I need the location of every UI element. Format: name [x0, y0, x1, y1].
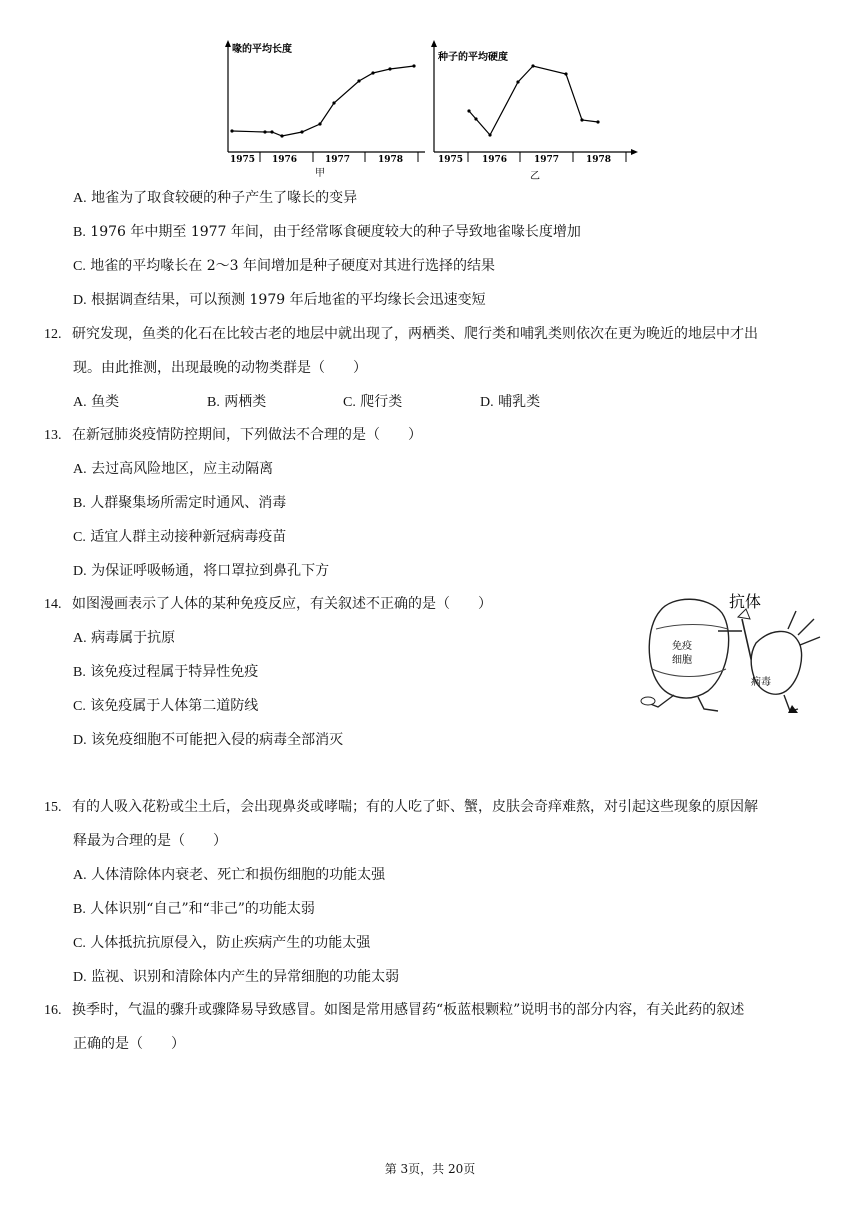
option-text: 爬行类: [360, 394, 403, 410]
question-number: 13.: [44, 428, 62, 443]
q15-stem-line2: 释最为合理的是（ ）: [73, 833, 227, 849]
option-letter: C.: [73, 936, 86, 951]
chart-yi-tick-label-1977: 1977: [534, 155, 560, 165]
immune-cartoon-figure: [638, 583, 828, 715]
option-letter: C.: [73, 530, 86, 545]
option-text: 地雀的平均喙长在 2～3 年间增加是种子硬度对其进行选择的结果: [90, 258, 496, 274]
q12-option-a: [73, 392, 119, 413]
q11-option-a: [73, 188, 357, 209]
q14-stem: [44, 594, 492, 615]
q14-option-d: [73, 730, 343, 751]
chart-jia-tick-label-1975: 1975: [230, 155, 256, 165]
option-text: 人群聚集场所需定时通风、消毒: [90, 495, 287, 511]
option-letter: A.: [73, 631, 87, 646]
q15-option-a: [73, 865, 385, 886]
option-text: 人体抵抗抗原侵入，防止疾病产生的功能太强: [90, 935, 371, 951]
option-letter: D.: [73, 564, 87, 579]
option-letter: B.: [207, 395, 220, 410]
option-text: 该免疫属于人体第二道防线: [90, 698, 259, 714]
cell-foot: [641, 697, 655, 705]
option-text: 人体识别“自己”和“非己”的功能太弱: [90, 901, 315, 917]
q13-option-a: [73, 459, 273, 480]
q12-option-d: [480, 392, 540, 413]
chart-yi: [431, 40, 638, 180]
immune-cell-label-1: 免疫: [672, 641, 692, 652]
question-number: 16.: [44, 1003, 62, 1018]
option-letter: B.: [73, 225, 86, 240]
q14-option-b: [73, 662, 258, 683]
chart-jia-caption: 甲: [315, 168, 325, 179]
q11-option-c: [73, 256, 495, 277]
cell-leg: [698, 697, 718, 711]
option-text: 地雀为了取食较硬的种子产生了喙长的变异: [91, 190, 358, 206]
option-letter: A.: [73, 868, 87, 883]
q15-option-b: [73, 899, 315, 920]
q13-option-d: [73, 561, 329, 582]
option-text: 病毒属于抗原: [91, 630, 176, 646]
q13-option-c: [73, 527, 286, 548]
option-letter: D.: [73, 293, 87, 308]
chart-yi-ylabel: 种子的平均硬度: [438, 52, 508, 63]
option-text: 哺乳类: [498, 394, 541, 410]
q13-stem: [44, 425, 422, 446]
option-text: 为保证呼吸畅通，将口罩拉到鼻孔下方: [91, 563, 330, 579]
charts-figure: [220, 38, 640, 180]
q12-stem-line2: 现。由此推测，出现最晚的动物类群是（ ）: [73, 360, 367, 376]
option-letter: C.: [73, 259, 86, 274]
option-text: 监视、识别和清除体内产生的异常细胞的功能太弱: [91, 969, 400, 985]
q14-option-c: [73, 696, 258, 717]
question-number: 14.: [44, 597, 62, 612]
option-text: 该免疫过程属于特异性免疫: [90, 664, 259, 680]
option-letter: B.: [73, 902, 86, 917]
option-letter: C.: [73, 699, 86, 714]
option-letter: A.: [73, 191, 87, 206]
q11-option-d: [73, 290, 486, 311]
q11-option-b: [73, 222, 581, 243]
question-text: 如图漫画表示了人体的某种免疫反应，有关叙述不正确的是（ ）: [71, 596, 492, 612]
question-number: 15.: [44, 800, 62, 815]
option-letter: D.: [73, 970, 87, 985]
chart-jia-tick-label-1977: 1977: [325, 155, 351, 165]
chart-jia-tick-label-1976: 1976: [272, 155, 298, 165]
question-text: 有的人吸入花粉或尘土后，会出现鼻炎或哮喘；有的人吃了虾、蟹，皮肤会奇痒难熬，对引起这些现象的原因解: [71, 799, 758, 815]
q12-stem-line1: [44, 324, 758, 345]
option-letter: D.: [73, 733, 87, 748]
question-text: 在新冠肺炎疫情防控期间，下列做法不合理的是（ ）: [71, 427, 422, 443]
page-footer: 第 3页，共 20页: [384, 1162, 476, 1176]
chart-yi-series: [469, 66, 598, 135]
chart-jia-points: [230, 64, 415, 137]
option-text: 两栖类: [224, 394, 267, 410]
option-letter: D.: [480, 395, 494, 410]
option-text: 人体清除体内衰老、死亡和损伤细胞的功能太强: [91, 867, 386, 883]
chart-jia-tick-label-1978: 1978: [378, 155, 404, 165]
chart-yi-caption: 乙: [530, 171, 540, 180]
option-letter: B.: [73, 496, 86, 511]
virus-label: 病毒: [751, 677, 771, 688]
option-letter: A.: [73, 462, 87, 477]
chart-yi-tick-label-1976: 1976: [482, 155, 508, 165]
option-text: 去过高风险地区，应主动隔离: [91, 461, 274, 477]
chart-yi-points: [467, 64, 599, 136]
option-text: 该免疫细胞不可能把入侵的病毒全部消灭: [91, 732, 344, 748]
q15-stem-line1: [44, 797, 758, 818]
chart-jia-y-arrow: [225, 40, 231, 47]
option-text: 适宜人群主动接种新冠病毒疫苗: [90, 529, 287, 545]
question-number: 12.: [44, 327, 62, 342]
q15-option-c: [73, 933, 370, 954]
chart-yi-x-arrow: [631, 149, 638, 155]
antibody-label: 抗体: [729, 592, 762, 611]
immune-cell-label-2: 细胞: [672, 655, 692, 666]
question-text: 研究发现，鱼类的化石在比较古老的地层中就出现了，两栖类、爬行类和哺乳类则依次在更为晚近的地层中才出: [71, 326, 758, 342]
q12-option-c: [343, 392, 402, 413]
chart-yi-y-arrow: [431, 40, 437, 47]
option-text: 根据调查结果，可以预测 1979 年后地雀的平均缘长会迅速变短: [91, 292, 486, 308]
option-text: 1976 年中期至 1977 年间，由于经常啄食硬度较大的种子导致地雀喙长度增加: [90, 224, 581, 240]
option-letter: C.: [343, 395, 356, 410]
chart-jia: [225, 40, 425, 179]
option-letter: A.: [73, 395, 87, 410]
option-text: 鱼类: [91, 394, 120, 410]
q12-option-b: [207, 392, 266, 413]
chart-jia-ylabel: 喙的平均长度: [232, 44, 292, 55]
chart-yi-tick-label-1978: 1978: [586, 155, 612, 165]
option-letter: B.: [73, 665, 86, 680]
q13-option-b: [73, 493, 286, 514]
chart-jia-series: [232, 66, 414, 136]
q16-stem-line2: 正确的是（ ）: [73, 1036, 185, 1052]
chart-yi-tick-label-1975: 1975: [438, 155, 464, 165]
q14-option-a: [73, 628, 175, 649]
q15-option-d: [73, 967, 399, 988]
q16-stem-line1: [44, 1000, 744, 1021]
question-text: 换季时，气温的骤升或骤降易导致感冒。如图是常用感冒药“板蓝根颗粒”说明书的部分内容，有关此药的叙述: [71, 1002, 745, 1018]
